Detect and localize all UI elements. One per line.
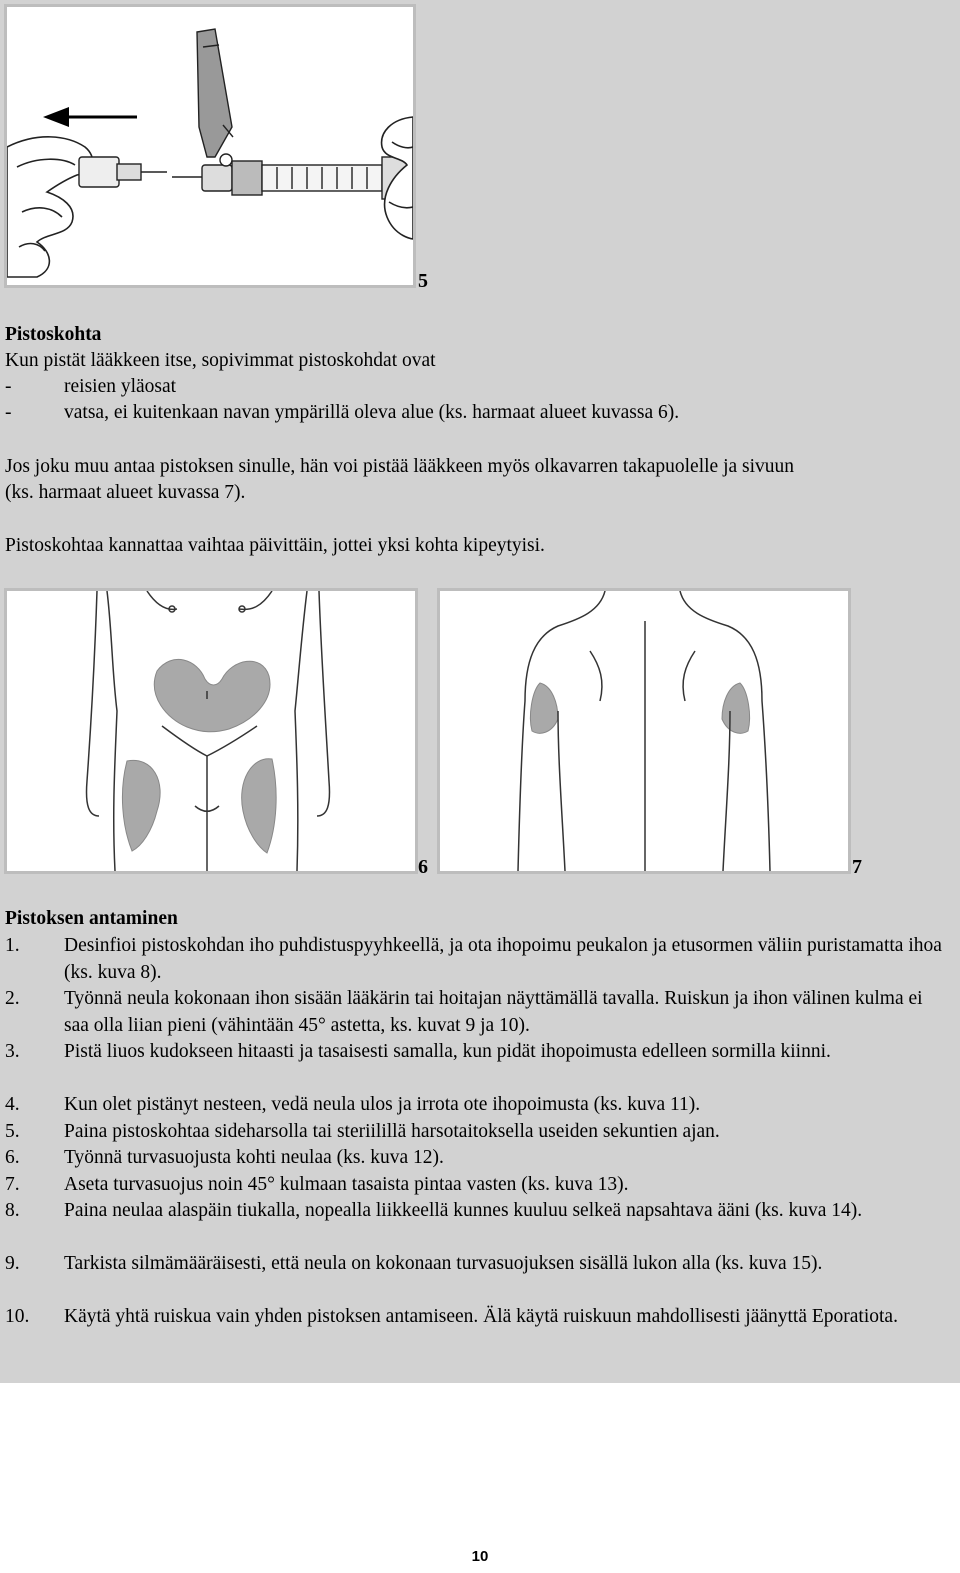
injection-site-intro: Kun pistät lääkkeen itse, sopivimmat pistoskohdat ovat	[5, 350, 436, 371]
step-number: 6.	[5, 1147, 20, 1168]
figure-5-label: 5	[418, 270, 428, 292]
step-number: 10.	[5, 1306, 30, 1327]
administration-heading: Pistoksen antaminen	[5, 908, 178, 929]
needle-cap-illustration	[79, 157, 167, 187]
step-text: Tarkista silmämääräisesti, että neula on kokonaan turvasuojuksen sisällä lukon alla (ks. kuva 15).	[64, 1253, 823, 1274]
figure-5-syringe	[4, 4, 416, 288]
step-number: 2.	[5, 988, 20, 1009]
bullet-text: vatsa, ei kuitenkaan navan ympärillä oleva alue (ks. harmaat alueet kuvassa 6).	[64, 402, 680, 423]
figure-6-front-body	[4, 588, 418, 874]
injection-areas-front	[122, 659, 276, 853]
step-text: Aseta turvasuojus noin 45° kulmaan tasaista pintaa vasten (ks. kuva 13).	[64, 1174, 629, 1195]
step-text: Työnnä turvasuojusta kohti neulaa (ks. kuva 12).	[64, 1147, 444, 1168]
step-text: Työnnä neula kokonaan ihon sisään lääkärin tai hoitajan näyttämällä tavalla. Ruiskun ja ihon välinen kulma ei saa olla liian pieni (vähintään 45° astetta, ks. kuvat 9 ja 10).	[64, 988, 923, 1036]
step-text: Käytä yhtä ruiskua vain yhden pistoksen antamiseen. Älä käytä ruiskuun mahdollisesti jäänyttä Eporatiota.	[64, 1306, 898, 1327]
step-number: 4.	[5, 1094, 20, 1115]
step-number: 7.	[5, 1174, 20, 1195]
step-text: Desinfioi pistoskohdan iho puhdistuspyyhkeellä, ja ota ihopoimu peukalon ja etusormen väliin puristamatta ihoa (ks. kuva 8).	[64, 935, 942, 983]
figure-7-back-body	[437, 588, 851, 874]
bullet-marker: -	[5, 402, 12, 423]
step-number: 3.	[5, 1041, 20, 1062]
step-text: Paina pistoskohtaa sideharsolla tai steriilillä harsotaitoksella useiden sekuntien ajan.	[64, 1121, 720, 1142]
step-text: Kun olet pistänyt nesteen, vedä neula ulos ja irrota ote ihopoimusta (ks. kuva 11).	[64, 1094, 701, 1115]
bullet-marker: -	[5, 376, 12, 397]
injection-site-heading: Pistoskohta	[5, 324, 102, 345]
left-arrow-icon	[43, 107, 137, 127]
other-person-text-line1: Jos joku muu antaa pistoksen sinulle, hän voi pistää lääkkeen myös olkavarren takapuolelle ja sivuun	[5, 456, 795, 477]
rotate-site-text: Pistoskohtaa kannattaa vaihtaa päivittäin, jottei yksi kohta kipeytyisi.	[5, 535, 545, 556]
step-text: Paina neulaa alaspäin tiukalla, nopealla liikkeellä kunnes kuuluu selkeä napsahtava ääni (ks. kuva 14).	[64, 1200, 863, 1221]
step-number: 8.	[5, 1200, 20, 1221]
step-number: 1.	[5, 935, 20, 956]
step-text: Pistä liuos kudokseen hitaasti ja tasaisesti samalla, kun pidät ihopoimusta edelleen sormilla kiinni.	[64, 1041, 831, 1062]
page-number: 10	[471, 1548, 489, 1565]
bullet-text: reisien yläosat	[64, 376, 177, 397]
step-number: 5.	[5, 1121, 20, 1142]
syringe-illustration	[172, 157, 413, 199]
figure-7-label: 7	[852, 856, 862, 878]
safety-guard-illustration	[197, 29, 233, 166]
other-person-text-line2: (ks. harmaat alueet kuvassa 7).	[5, 482, 246, 503]
figure-6-label: 6	[418, 856, 428, 878]
injection-areas-back	[530, 683, 749, 733]
step-number: 9.	[5, 1253, 20, 1274]
